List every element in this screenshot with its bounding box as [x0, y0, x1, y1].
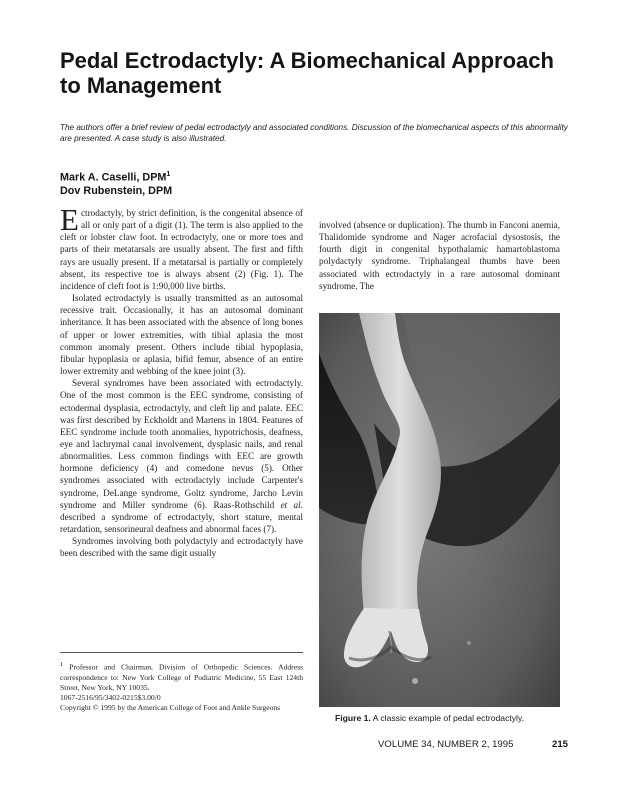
paragraph-3-text-b: described a syndrome of ectrodactyly, short stature, mental retardation, sensorineural deafness and abnormal faces (7). — [60, 511, 303, 535]
volume-info: VOLUME 34, NUMBER 2, 1995 — [378, 739, 514, 750]
footnote-divider — [60, 652, 303, 653]
footnote-affiliation-text: Professor and Chairman, Division of Orthopedic Sciences. Address correspondence to: New York College of Podiatric Medicine, 55 East 124th Street, New York, NY 10035. — [60, 662, 303, 692]
foot-photo-image — [319, 313, 560, 707]
page-footer — [378, 739, 568, 750]
figure-label: Figure 1. — [335, 713, 371, 723]
body-column-left — [60, 202, 303, 560]
paragraph-1-text: ctrodactyly, by strict definition, is the congenital absence of all or only part of a digit (1). The term is also applied to the cleft or lobster claw foot. In ectrodactyly, one or more toes and parts of their metatarsals are usually absent. The first and fifth rays are usually present. If a metatarsal is partially or completely absent, its respective toe is always absent (2) (Fig. 1). The incidence of cleft foot is 1:90,000 live births. — [60, 208, 303, 291]
paragraph-3 — [60, 377, 303, 535]
paragraph-5: involved (absence or duplication). The thumb in Fanconi anemia, Thalidomide syndrome and Nager acrofacial dysostosis, the fourth digit in congenital hypothalamic hamartoblastoma polydactyly syndrome. Triphalangeal thumbs have been associated with ectrodactyly in a rare autosomal dominant syndrome. The — [319, 220, 560, 291]
author-name: Dov Rubenstein, DPM — [60, 184, 173, 197]
footnote-mark: 1 — [60, 661, 64, 668]
drop-cap: E — [60, 202, 79, 237]
footnote-code: 1067-2516/95/3402-0215$3.00/0 — [60, 693, 161, 703]
body-column-right — [319, 219, 560, 292]
figure-1-photo — [319, 313, 560, 707]
figure-caption — [335, 713, 565, 724]
page-number: 215 — [551, 739, 568, 750]
author-2 — [60, 185, 360, 198]
figure-caption-text: A classic example of pedal ectrodactyly. — [370, 713, 524, 723]
paragraph-2: Isolated ectrodactyly is usually transmitted as an autosomal recessive trait. Occasionally, it has an autosomal dominant inheritance. It has been associated with the absence of long bones of upper or lower extremities, with tibial aplasia the most common anomaly present. Others include tibial hypoplasia, fibular hypoplasia or aplasia, bifid femur, absence of an entire lower extremity and webbing of the knee joint (3). — [60, 293, 303, 377]
footnote-affiliation — [60, 660, 303, 693]
footnote — [60, 660, 303, 714]
paragraph-1 — [60, 202, 303, 292]
author-footnote-mark: 1 — [166, 171, 171, 178]
author-name: Mark A. Caselli, DPM — [60, 171, 167, 184]
paragraph-4: Syndromes involving both polydactyly and ectrodactyly have been described with the same digit usually — [60, 536, 303, 559]
article-title: Pedal Ectrodactyly: A Biomechanical Approach to Management — [60, 48, 554, 98]
paragraph-3-italic: et al. — [280, 499, 303, 510]
paragraph-3-text-a: Several syndromes have been associated with ectrodactyly. One of the most common is the EEC syndrome, consisting of ectodermal dysplasia, ectrodactyly, and cleft lip and palate. EEC was first described by Eckholdt and Martens in 1804. Features of EEC syndrome include tooth anomalies, hypotrichosis, deafness, eye and lachrymal canal involvement, dysplasic nails, and renal abnormalities. Less common findings with EEC are growth hormone deficiency (4) and comedone nevus (5). Other syndromes associated with ectrodactyly include Carpenter's syndrome, DeLange syndrome, Goltz syndrome, Jarcho Levin syndrome and Miller syndrome (6). Raas-Rothschild — [60, 378, 303, 510]
author-list — [60, 168, 360, 198]
abstract: The authors offer a brief review of pedal ectrodactyly and associated conditions. Discussion of the biomechanical aspects of this abnormality are presented. A case study is also illustrated. — [60, 123, 568, 143]
footnote-copyright: Copyright © 1995 by the American College of Foot and Ankle Surgeons — [60, 703, 281, 713]
author-1 — [60, 168, 360, 185]
